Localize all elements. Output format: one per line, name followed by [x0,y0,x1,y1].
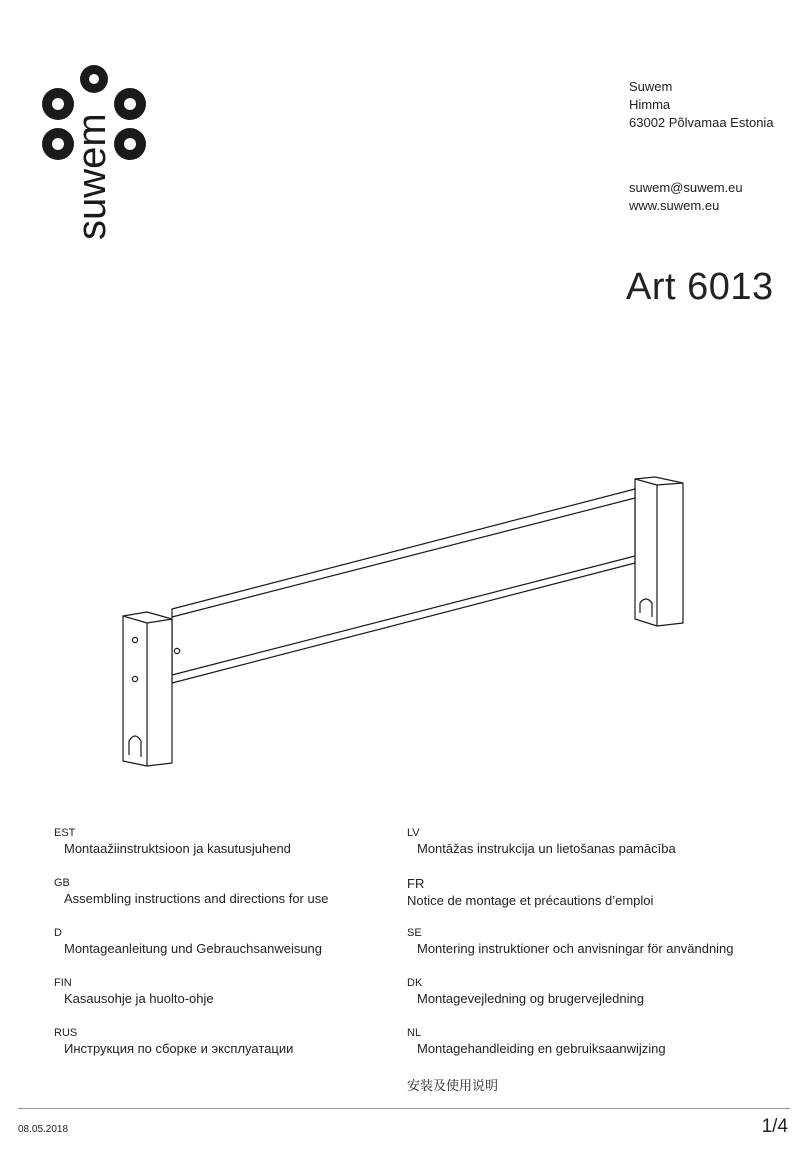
lang-entry-nl [407,1026,787,1076]
lang-entry-rus [54,1026,434,1076]
lang-code: SE [407,927,422,939]
lang-code: RUS [54,1027,78,1039]
suwem-logo [36,62,156,242]
lang-entry-se [407,926,787,976]
lang-title: Инструкция по сборке и эксплуатации [64,1041,294,1056]
lang-title-chinese: 安装及使用说明 [407,1079,499,1094]
lang-code: FIN [54,977,72,989]
lang-entry-est [54,826,434,876]
address-line-company: Suwem [629,79,673,94]
bed-rail-illustration-icon [100,465,700,785]
company-contact [629,179,743,215]
language-list-left [54,826,434,1076]
lang-title: Montaažiinstruktsioon ja kasutusjuhend [64,841,291,856]
language-list-right [407,826,787,1096]
contact-website[interactable]: www.suwem.eu [629,198,720,213]
lang-entry-dk [407,976,787,1026]
lang-entry-lv [407,826,787,876]
lang-code: FR [407,876,425,891]
lang-entry-d [54,926,434,976]
footer-divider [18,1108,790,1109]
lang-entry-gb [54,876,434,926]
lang-code: LV [407,827,420,839]
lang-title: Montageanleitung und Gebrauchsanweisung [64,941,323,956]
lang-entry-fin [54,976,434,1026]
lang-code: NL [407,1027,422,1039]
article-title: Art 6013 [626,266,774,308]
address-line-street: Himma [629,97,671,112]
address-line-city: 63002 Põlvamaa Estonia [629,115,774,130]
lang-title: Assembling instructions and directions for use [64,891,329,906]
lang-code: EST [54,827,76,839]
contact-email[interactable]: suwem@suwem.eu [629,180,743,195]
logo-wordmark: suwem [70,113,114,240]
lang-code: DK [407,977,423,989]
lang-title: Notice de montage et précautions d’emploi [407,893,654,908]
footer-date: 08.05.2018 [18,1124,69,1135]
company-address [629,78,774,132]
lang-title: Montagevejledning og brugervejledning [417,991,644,1006]
logo-circles-icon [36,62,156,242]
lang-title: Montāžas instrukcija un lietošanas pamācība [417,841,676,856]
lang-title: Montagehandleiding en gebruiksaanwijzing [417,1041,666,1056]
lang-code: GB [54,877,70,889]
lang-title: Montering instruktioner och anvisningar för användning [417,941,734,956]
lang-entry-fr [407,876,787,926]
page-number: 1/4 [761,1116,788,1137]
lang-code: D [54,927,62,939]
product-drawing [100,465,700,785]
lang-title: Kasausohje ja huolto-ohje [64,991,214,1006]
